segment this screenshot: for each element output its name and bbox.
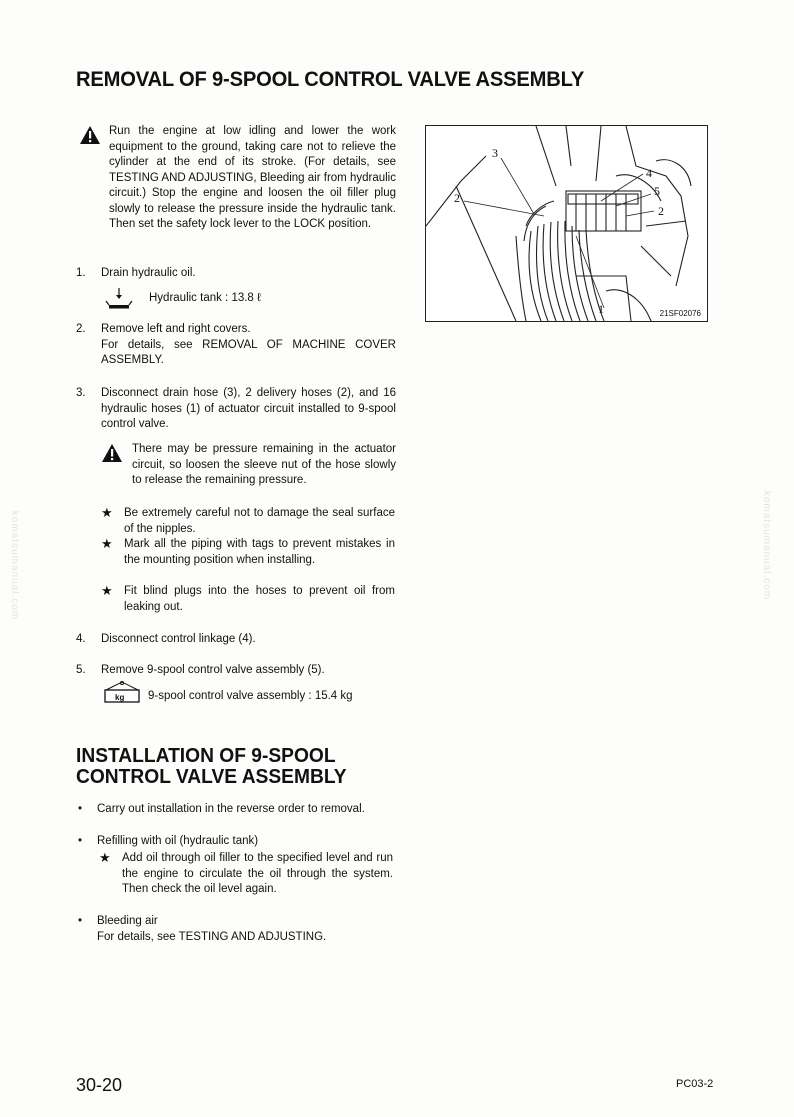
step-number: 5. — [76, 664, 86, 676]
valve-illustration — [425, 125, 708, 322]
document-code: PC03-2 — [676, 1078, 714, 1090]
star-icon: ★ — [101, 583, 113, 598]
bullet-dot: • — [78, 835, 83, 847]
section-title-installation — [76, 746, 347, 788]
step-5-spec — [103, 680, 393, 706]
section-title-removal: REMOVAL OF 9-SPOOL CONTROL VALVE ASSEMBLY — [76, 68, 585, 91]
step-number: 4. — [76, 633, 86, 645]
callout-3: 3 — [492, 146, 498, 160]
installation-title-line2: CONTROL VALVE ASSEMBLY — [76, 766, 347, 788]
callout-2-left: 2 — [454, 191, 460, 205]
step-text: Disconnect control linkage (4). — [101, 633, 256, 645]
installation-item — [76, 802, 396, 818]
callout-1: 1 — [598, 302, 604, 316]
refill-note — [99, 851, 393, 898]
bleed-detail: For details, see TESTING AND ADJUSTING. — [97, 930, 327, 943]
star-icon: ★ — [99, 850, 111, 865]
installation-item-text: Carry out installation in the reverse order to removal. — [97, 803, 365, 815]
star-icon: ★ — [101, 505, 113, 520]
watermark-left: komatsumanual.com — [9, 510, 21, 621]
step-3 — [76, 386, 396, 433]
step-number: 1. — [76, 267, 86, 279]
installation-item — [76, 914, 396, 945]
step-text: Disconnect drain hose (3), 2 delivery hoses (2), and 16 hydraulic hoses (1) of actuator circuit installed to 9-spool control valve. — [101, 387, 396, 430]
step-3-warning-text: There may be pressure remaining in the actuator circuit, so loosen the sleeve nut of the hose slowly to release the remaining pressure. — [132, 443, 396, 486]
installation-item-text: Bleeding air — [97, 915, 158, 927]
step-2 — [76, 322, 396, 369]
installation-item-text: Refilling with oil (hydraulic tank) — [97, 835, 259, 847]
note-item — [101, 506, 395, 537]
installation-item — [76, 834, 396, 850]
step-4 — [76, 632, 396, 648]
callout-2-right: 2 — [658, 204, 664, 218]
callout-4: 4 — [646, 166, 652, 180]
step-text: Remove left and right covers. — [101, 323, 251, 335]
step-text: Drain hydraulic oil. — [101, 267, 196, 279]
warning-triangle-icon — [79, 125, 101, 145]
refill-note-text: Add oil through oil filler to the specified level and run the engine to circulate the oil through the system. Then check the oil level again. — [122, 852, 393, 895]
step-5 — [76, 663, 396, 679]
note-text: Fit blind plugs into the hoses to prevent oil from leaking out. — [124, 585, 395, 613]
watermark-right: komatsumanual.com — [761, 490, 773, 601]
note-text: Be extremely careful not to damage the seal surface of the nipples. — [124, 507, 395, 535]
step-detail: For details, see REMOVAL OF MACHINE COVER ASSEMBLY. — [101, 338, 396, 366]
note-item — [101, 584, 395, 615]
valve-drawing — [426, 126, 707, 321]
star-icon: ★ — [101, 536, 113, 551]
step-text: Remove 9-spool control valve assembly (5). — [101, 664, 325, 676]
weight-spec-text: 9-spool control valve assembly : 15.4 kg — [148, 690, 353, 702]
weight-kg-label: kg — [115, 693, 125, 702]
step-3-warning — [100, 442, 396, 489]
step-number: 2. — [76, 323, 86, 335]
step-1-spec — [103, 287, 393, 311]
step-1 — [76, 266, 396, 282]
warning-triangle-icon — [101, 443, 123, 463]
note-item — [101, 537, 395, 568]
drain-spec-text: Hydraulic tank : 13.8 ℓ — [149, 292, 261, 304]
bullet-dot: • — [78, 803, 83, 815]
removal-warning-text: Run the engine at low idling and lower the work equipment to the ground, taking care not to relieve the cylinder at the end of its stroke. (For details, see TESTING AND ADJUSTING, Bleeding air from hydraulic circuit.) Stop the engine and loosen the oil filler plug slowly to release the pressure inside the hydraulic tank. Then set the safety lock lever to the LOCK position. — [109, 125, 396, 230]
oil-drain-icon — [103, 287, 135, 311]
installation-title-line1: INSTALLATION OF 9-SPOOL — [76, 745, 336, 767]
page-number: 30-20 — [76, 1075, 123, 1095]
step-number: 3. — [76, 387, 86, 399]
note-text: Mark all the piping with tags to prevent mistakes in the mounting position when installing. — [124, 538, 395, 566]
figure-code: 21SF02076 — [659, 309, 701, 318]
bullet-dot: • — [78, 915, 83, 927]
callout-5: 5 — [654, 184, 660, 198]
removal-warning — [76, 124, 396, 233]
